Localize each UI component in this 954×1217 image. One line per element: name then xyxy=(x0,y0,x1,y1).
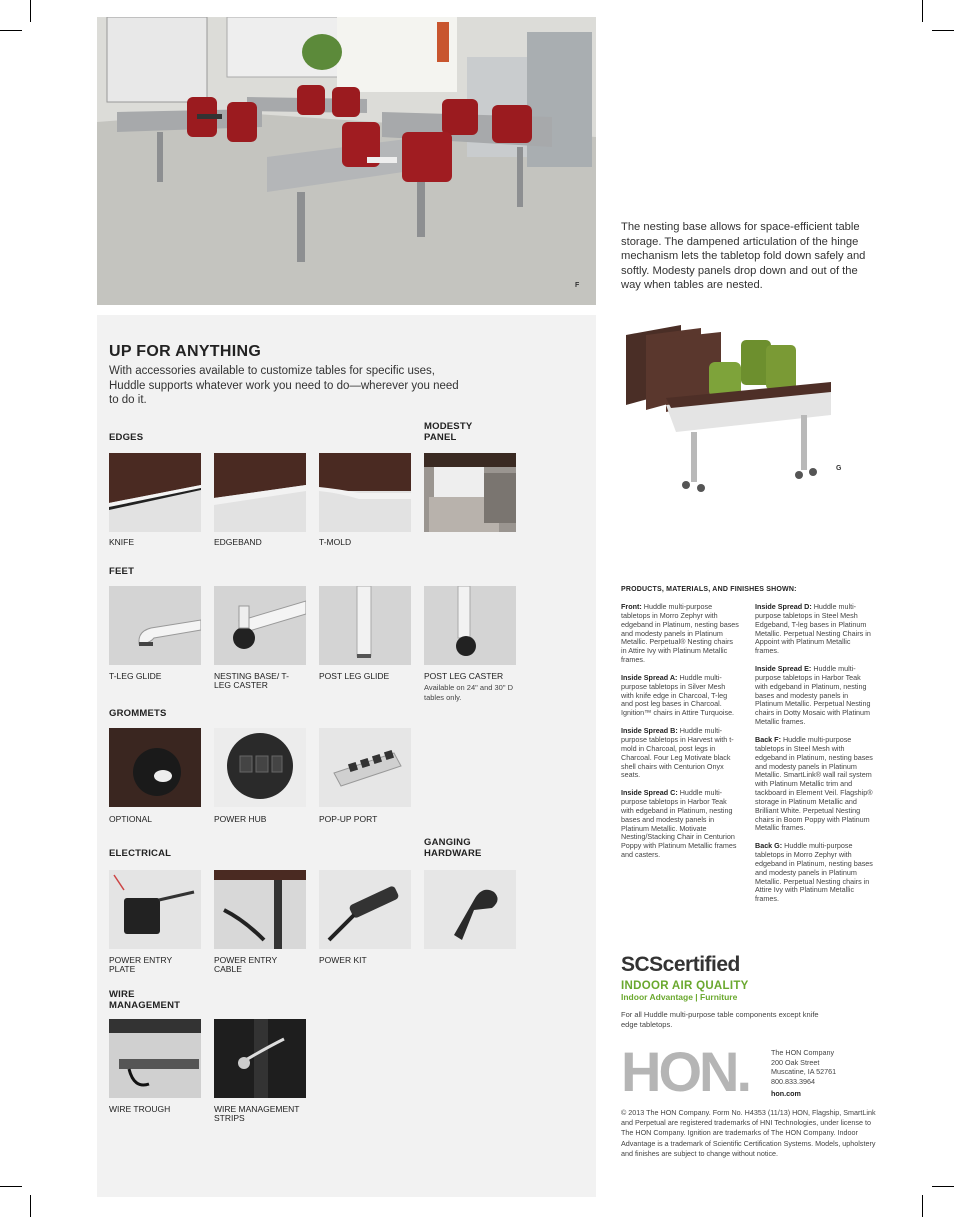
caption-nesting-base: NESTING BASE/ T-LEG CASTER xyxy=(214,671,289,690)
product-note: Inside Spread A: Huddle multi-purpose tabletops in Silver Mesh with knife edge in Charcoal, T-leg and post leg bases in Charcoal. Ignition™ chairs in Attire Turquoise. xyxy=(621,672,735,718)
wire-trough-image xyxy=(109,1019,201,1098)
hon-logo: HON. xyxy=(621,1040,749,1103)
nested-tables-photo xyxy=(621,320,851,500)
section-wire-management: WIRE MANAGEMENT xyxy=(109,989,181,1011)
caption-post-leg-caster xyxy=(424,672,524,703)
power-hub-image xyxy=(214,728,306,807)
legal-text: © 2013 The HON Company. Form No. H4353 (11/13) HON, Flagship, SmartLink and Perpetual are registered trademarks of HNI Technologies, under license to The HON Company. Ignition are trademarks of The HON Company. Indoor Advantage is a trademark of Scientific Certification Systems. Models, upholstery and finishes are subject to change without notice. xyxy=(621,1108,876,1158)
scs-logo: SCScertified xyxy=(621,953,740,976)
caption-post-leg-caster-label: POST LEG CASTER xyxy=(424,671,504,681)
nesting-description: The nesting base allows for space-efficient table storage. The dampened articulation of the hinge mechanism lets the tabletop fold down safely and softly. Modesty panels drop down and out of the way when tables are nested. xyxy=(621,221,866,292)
caption-optional: OPTIONAL xyxy=(109,814,152,824)
crop-mark xyxy=(922,1195,923,1217)
company-url[interactable]: hon.com xyxy=(771,1089,801,1098)
section-ganging-hardware: GANGING HARDWARE xyxy=(424,837,482,859)
company-street: 200 Oak Street xyxy=(771,1057,820,1067)
ganging-hardware-image xyxy=(424,870,516,949)
crop-mark xyxy=(30,0,31,22)
power-entry-cable-image xyxy=(214,870,306,949)
section-edges: EDGES xyxy=(109,432,144,443)
product-note: Inside Spread C: Huddle multi-purpose tabletops in Harbor Teak with edgeband in Platinum, nesting bases and modesty panels in Platinum Metallic. Motivate Nesting/Stacking Chair in Centurion Poppy with Platinum Metallic frames and casters. xyxy=(621,788,737,860)
wire-management-strips-image xyxy=(214,1019,306,1098)
post-leg-glide-image xyxy=(319,586,411,665)
power-kit-image xyxy=(319,870,411,949)
nesting-base-image xyxy=(214,586,306,665)
company-phone: 800.833.3964 xyxy=(771,1076,815,1086)
indoor-air-quality-label: INDOOR AIR QUALITY xyxy=(621,980,749,992)
company-name: The HON Company xyxy=(771,1048,835,1057)
crop-mark xyxy=(932,1186,954,1187)
scs-certification xyxy=(621,954,749,1002)
caption-t-leg-glide: T-LEG GLIDE xyxy=(109,671,162,681)
modesty-panel-image xyxy=(424,453,516,532)
caption-power-kit: POWER KIT xyxy=(319,955,367,965)
certification-note: For all Huddle multi-purpose table components except knife edge tabletops. xyxy=(621,1010,819,1029)
photo-label-g: G xyxy=(836,465,842,472)
product-note: Inside Spread D: Huddle multi-purpose tabletops in Steel Mesh Edgeband, T-leg bases in Platinum Metallic. Perpetual Nesting Chairs in Appoint with Platinum Metallic frames. xyxy=(755,602,871,656)
crop-mark xyxy=(922,0,923,22)
optional-grommet-image xyxy=(109,728,201,807)
caption-post-leg-caster-note: Available on 24" and 30" D tables only. xyxy=(424,682,514,702)
caption-wire-trough: WIRE TROUGH xyxy=(109,1104,171,1114)
products-column-left xyxy=(621,603,739,869)
photo-label-f: F xyxy=(575,282,580,289)
power-entry-plate-image xyxy=(109,870,201,949)
caption-power-hub: POWER HUB xyxy=(214,814,267,824)
company-address xyxy=(771,1048,836,1099)
indoor-advantage-label: Indoor Advantage | Furniture xyxy=(621,992,738,1002)
caption-t-mold: T-MOLD xyxy=(319,537,352,547)
t-mold-image xyxy=(319,453,411,532)
classroom-photo xyxy=(97,17,596,305)
post-leg-caster-image xyxy=(424,586,516,665)
product-note: Back G: Huddle multi-purpose tabletops in Morro Zephyr with edgeband in Platinum, nesting bases and modesty panels in Platinum Metallic. Perpetual Nesting chairs in Attire Ivy with Platinum Metallic frames. xyxy=(755,841,873,904)
pop-up-port-image xyxy=(319,728,411,807)
intro-text: With accessories available to customize tables for specific uses, Huddle supports whatever work you need to do—wherever you need to do it. xyxy=(109,365,459,406)
caption-post-leg-glide: POST LEG GLIDE xyxy=(319,671,390,681)
crop-mark xyxy=(30,1195,31,1217)
products-column-right xyxy=(755,603,873,913)
caption-pop-up-port: POP-UP PORT xyxy=(319,814,378,824)
products-heading: PRODUCTS, MATERIALS, AND FINISHES SHOWN: xyxy=(621,586,797,593)
caption-wire-management-strips: WIRE MANAGEMENT STRIPS xyxy=(214,1104,300,1123)
section-electrical: ELECTRICAL xyxy=(109,848,172,859)
product-note: Back F: Huddle multi-purpose tabletops in Steel Mesh with edgeband in Platinum, nesting bases and modesty panels in Platinum Metallic. SmartLink® wall rail system with Platinum Metallic trim and tackboard in Element Veil. Flagship® storage in Platinum Metallic and Brilliant White. Perpetual Nesting chairs in Boom Poppy with Platinum Metallic frames. xyxy=(755,734,873,833)
caption-power-entry-cable: POWER ENTRY CABLE xyxy=(214,955,277,974)
product-note: Front: Huddle multi-purpose tabletops in Morro Zephyr with edgeband in Platinum, nesting bases and modesty panels in Platinum Metallic. Perpetual® Nesting chairs in Attire Ivy with Platinum Metallic frames. xyxy=(621,602,739,665)
crop-mark xyxy=(0,1186,22,1187)
section-grommets: GROMMETS xyxy=(109,708,167,719)
caption-power-entry-plate: POWER ENTRY PLATE xyxy=(109,955,172,974)
company-city: Muscatine, IA 52761 xyxy=(771,1067,837,1076)
edgeband-image xyxy=(214,453,306,532)
caption-knife: KNIFE xyxy=(109,537,135,547)
product-note: Inside Spread B: Huddle multi-purpose tabletops in Harvest with t-mold in Charcoal, post legs in Charcoal. Four Leg Motivate black shell chairs with Centurion Onyx seats. xyxy=(621,726,734,780)
section-modesty-panel: MODESTY PANEL xyxy=(424,421,473,443)
crop-mark xyxy=(932,30,954,31)
t-leg-glide-image xyxy=(109,586,201,665)
knife-edge-image xyxy=(109,453,201,532)
product-note: Inside Spread E: Huddle multi-purpose tabletops in Harbor Teak with edgeband in Platinum, nesting bases and modesty panels in Platinum Metallic. Perpetual Nesting chairs in Dotty Mosaic with Platinum Metallic frames. xyxy=(755,664,871,727)
caption-edgeband: EDGEBAND xyxy=(214,537,262,547)
section-feet: FEET xyxy=(109,566,135,577)
page-title: UP FOR ANYTHING xyxy=(109,343,262,360)
crop-mark xyxy=(0,30,22,31)
